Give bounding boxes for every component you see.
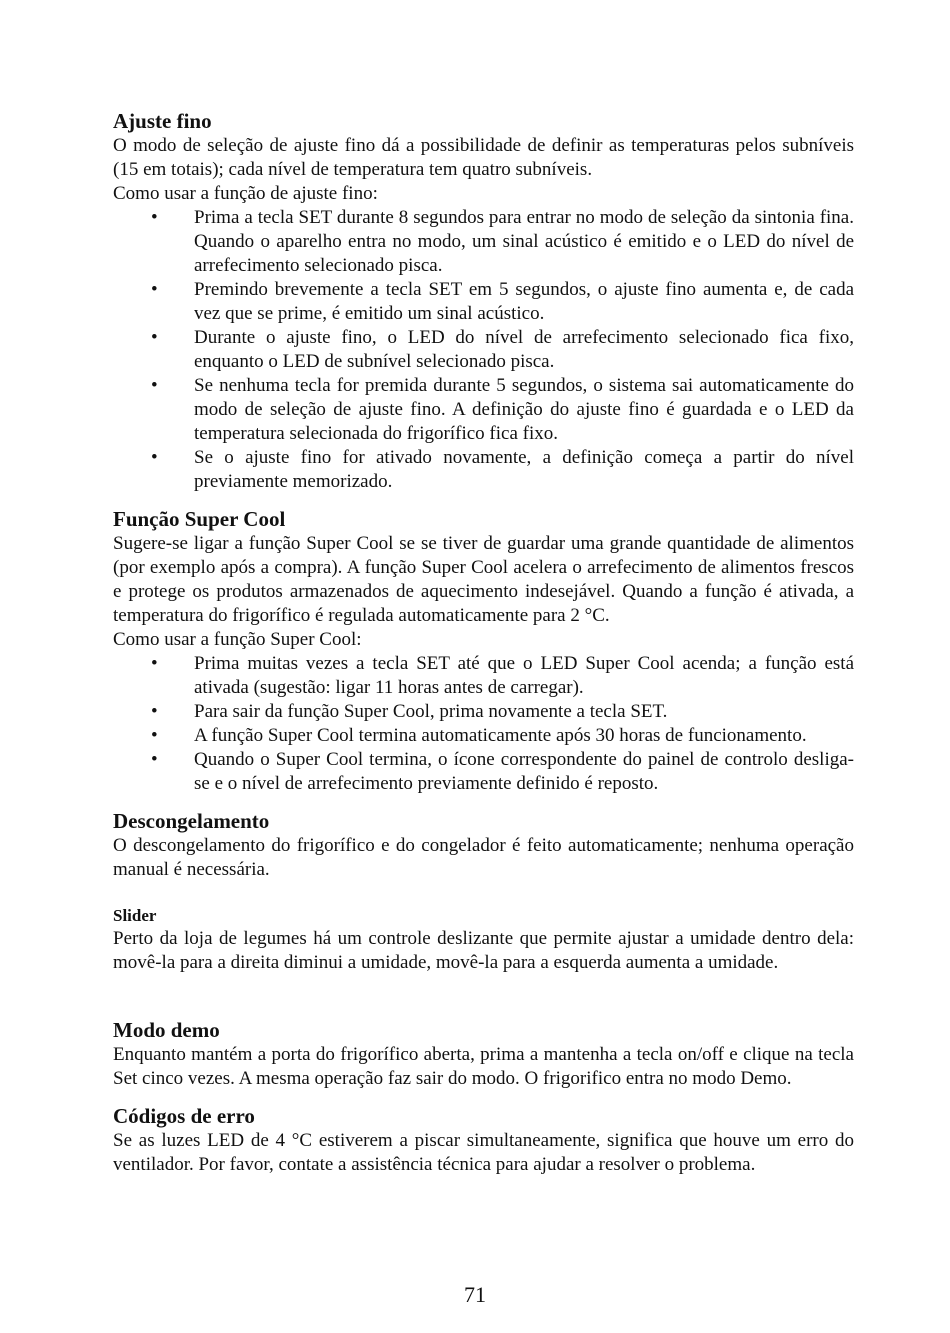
section-super-cool: [113, 506, 854, 796]
bullet-icon: •: [151, 279, 158, 300]
list-item: • Prima a tecla SET durante 8 segundos para entrar no modo de seleção da sintonia fina. Quando o aparelho entra no modo, um sinal acústico é emitido e o LED do nível de arrefecimento selecionado pisca.: [151, 207, 854, 276]
section-heading: Função Super Cool: [113, 507, 286, 531]
document-page: [113, 108, 854, 1177]
paragraph: Sugere-se ligar a função Super Cool se se tiver de guardar uma grande quantidade de alimentos (por exemplo após a compra). A função Super Cool acelera o arrefecimento de alimentos frescos e protege os produtos armazenados de aquecimento indesejável. Quando a função é ativada, a temperatura do frigorífico é regulada automaticamente para 2 °C.: [113, 533, 854, 626]
subsection-heading: Slider: [113, 906, 157, 925]
section-heading: Ajuste fino: [113, 109, 212, 133]
section-heading: Códigos de erro: [113, 1104, 255, 1128]
section-modo-demo: [113, 1017, 854, 1091]
list-item: • Premindo brevemente a tecla SET em 5 segundos, o ajuste fino aumenta e, de cada vez que se prime, é emitido um sinal acústico.: [151, 279, 854, 324]
section-heading: Modo demo: [113, 1018, 220, 1042]
section-heading: Descongelamento: [113, 809, 270, 833]
bullet-icon: •: [151, 749, 158, 770]
page-number: 71: [464, 1282, 486, 1307]
bullet-icon: •: [151, 447, 158, 468]
section-descongelamento: [113, 808, 854, 882]
bullet-list: [113, 652, 854, 796]
bullet-icon: •: [151, 653, 158, 674]
bullet-icon: •: [151, 375, 158, 396]
paragraph: O modo de seleção de ajuste fino dá a possibilidade de definir as temperaturas pelos subníveis (15 em totais); cada nível de temperatura tem quatro subníveis.: [113, 135, 854, 180]
paragraph: Se as luzes LED de 4 °C estiverem a piscar simultaneamente, significa que houve um erro do ventilador. Por favor, contate a assistência técnica para ajudar a resolver o problema.: [113, 1130, 854, 1175]
list-item: • A função Super Cool termina automaticamente após 30 horas de funcionamento.: [151, 725, 807, 746]
list-item: • Se nenhuma tecla for premida durante 5 segundos, o sistema sai automaticamente do modo de seleção de ajuste fino. A definição do ajuste fino é guardada e o LED da temperatura selecionada do frigorífico fica fixo.: [151, 375, 854, 444]
bullet-icon: •: [151, 207, 158, 228]
list-item: • Prima muitas vezes a tecla SET até que o LED Super Cool acenda; a função está ativada (sugestão: ligar 11 horas antes de carregar).: [151, 653, 854, 698]
section-slider: [113, 905, 854, 975]
paragraph: Como usar a função Super Cool:: [113, 629, 362, 650]
paragraph: Enquanto mantém a porta do frigorífico aberta, prima a mantenha a tecla on/off e clique na tecla Set cinco vezes. A mesma operação faz sair do modo. O frigorifico entra no modo Demo.: [113, 1044, 854, 1089]
section-ajuste-fino: [113, 108, 854, 494]
list-item: • Durante o ajuste fino, o LED do nível de arrefecimento selecionado fica fixo, enquanto o LED de subnível selecionado pisca.: [151, 327, 854, 372]
list-item: • Se o ajuste fino for ativado novamente, a definição começa a partir do nível previamente memorizado.: [151, 447, 854, 492]
list-item: • Quando o Super Cool termina, o ícone correspondente do painel de controlo desliga-se e o nível de arrefecimento previamente definido é reposto.: [151, 749, 854, 794]
bullet-icon: •: [151, 701, 158, 722]
bullet-icon: •: [151, 327, 158, 348]
bullet-list: [113, 206, 854, 494]
bullet-icon: •: [151, 725, 158, 746]
paragraph: O descongelamento do frigorífico e do congelador é feito automaticamente; nenhuma operação manual é necessária.: [113, 835, 854, 880]
paragraph: Perto da loja de legumes há um controle deslizante que permite ajustar a umidade dentro dela: movê-la para a direita diminui a umidade, movê-la para a esquerda aumenta a umidade.: [113, 928, 854, 973]
section-codigos-erro: [113, 1103, 854, 1177]
list-item: • Para sair da função Super Cool, prima novamente a tecla SET.: [151, 701, 668, 722]
paragraph: Como usar a função de ajuste fino:: [113, 183, 378, 204]
